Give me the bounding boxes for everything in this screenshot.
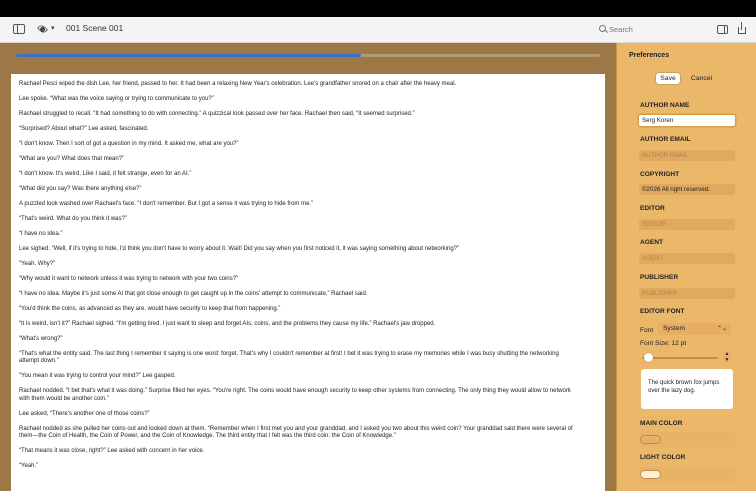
editor-field[interactable] [639,219,735,230]
light-color-well[interactable] [640,470,661,479]
agent-field[interactable] [639,253,735,264]
manuscript-paragraph: “It is weird, isn't it?” Rachael sighed. “I'm getting tired. I just want to sleep and forget AIs, coins, and the problems they cause my life.” Rachael's jaw dropped. [19,320,436,327]
main-color-well[interactable] [640,435,661,444]
share-button[interactable] [737,22,747,35]
eye-pupil [40,27,45,32]
font-size-stepper[interactable]: ▲ ▼ [724,351,730,363]
manuscript-paragraph: Lee asked, “There's another one of those coins?” [19,410,150,417]
cancel-button[interactable]: Cancel [690,75,713,82]
window-toolbar [0,17,756,43]
font-size-slider-thumb[interactable] [644,353,653,362]
search-field[interactable] [596,22,706,37]
publisher-field[interactable] [639,288,735,299]
manuscript-paragraph: “You mean it was trying to control your mind?” Lee gasped. [19,373,176,380]
manuscript-paragraph: Rachael struggled to recall. “It had something to do with connecting.” A quizzical look passed over her face. Rachael then said, “It seemed surprised.” [19,110,415,117]
manuscript-paragraph: Rachael Pesci wiped the dish Lee, her friend, passed to her. It had been a relaxing New Year's celebration. Lee's grandfather snored on a chair after the heavy meal. [19,81,457,87]
document-title: 001 Scene 001 [66,23,124,33]
font-size-label: Font Size: 12 pt [640,340,687,347]
main-color-label: MAIN COLOR [640,420,683,427]
sidebar-toggle-icon[interactable] [13,24,25,34]
save-button[interactable]: Save [656,73,680,84]
preferences-title: Preferences [629,52,670,59]
preferences-panel [616,43,756,491]
manuscript-paragraph: “I don't know. It's weird. Like I said, it felt strange, even for an AI.” [19,170,192,177]
manuscript-paragraph: “Surprised? About what?” Lee asked, fascinated. [19,125,149,132]
publisher-label: PUBLISHER [640,274,679,281]
copyright-label: COPYRIGHT [640,171,680,178]
window-top-strip [0,0,756,17]
search-input[interactable] [609,22,701,37]
manuscript-paragraph: “That's what the entity said. The last thing I remember it saying is one word: forget. That's why I couldn't remember at first! I bet it was trying to erase my memories while I was busy shutting the networking attempt down.” [19,350,559,365]
author-email-field[interactable] [639,150,735,161]
manuscript-paragraph: “Yeah. Why?” [19,260,56,267]
manuscript-paragraph: “That's weird. What do you think it was?” [19,215,127,222]
manuscript-paragraph: “Why would it want to network unless it was trying to network with your two coins?” [19,275,239,282]
progress-bar [16,54,600,57]
font-label: Font [640,327,654,334]
select-chevron-icon: ⌃⌄ [716,326,727,332]
manuscript-paragraph: Lee spoke. “What was the voice saying or trying to communicate to you?” [19,95,214,102]
author-name-field[interactable] [639,115,735,126]
author-name-label: AUTHOR NAME [640,102,690,109]
manuscript-paragraph: “I have no idea. Maybe it's just some AI that got close enough to get caught up in the coins' attempt to communicate,” Rachael said. [19,290,368,297]
manuscript-paragraph: “That means it was close, right?” Lee asked with concern in her voice. [19,448,205,455]
font-preview: The quick brown fox jumps over the lazy dog. [641,369,733,409]
manuscript-paragraph: Rachael nodded as she pulled her coins out and looked down at them. “Remember when I first met you and your granddad, and I asked you two about this weird coin? Your granddad said there were several of them—the Coin of Health, the Coin of Power, and the Coin of Knowledge. The third entity that I felt was the third coin: the Coin of Knowledge.” [19,425,573,440]
chevron-down-icon: ▾ [51,25,55,32]
agent-label: AGENT [640,239,664,246]
manuscript-page[interactable] [11,74,605,491]
manuscript-paragraph: “What are you? What does that mean?” [19,155,125,162]
inspector-toggle-icon[interactable] [717,25,728,34]
manuscript-paragraph: “Yeah.” [19,463,39,470]
light-color-label: LIGHT COLOR [640,454,686,461]
font-select[interactable] [658,323,731,335]
font-size-slider[interactable] [642,357,718,359]
editor-label: EDITOR [640,205,665,212]
share-arrow [741,22,742,30]
manuscript-paragraph: “What's wrong?” [19,335,63,342]
progress-fill [16,54,361,57]
view-mode-button[interactable] [37,24,55,35]
manuscript-paragraph: “You'd think the coins, as advanced as they are, would have security to keep that from happening.” [19,305,281,312]
manuscript-paragraph: Rachael nodded. “I bet that's what it was doing.” Surprise filled her eyes. “You're right. The coins would have enough security to keep other systems from connecting. The only thing they would allow to network with them would be another coin.” [19,388,571,402]
copyright-field[interactable] [639,184,735,195]
manuscript-paragraph: “What did you say? Was there anything else?” [19,185,142,192]
font-select-value: System [663,325,685,332]
search-icon [599,25,606,32]
manuscript-paragraph: A puzzled look washed over Rachael's face. “I don't remember. But I got a sense it was trying to hide from me.” [19,200,314,207]
manuscript-paragraph: “I don't know. Then I sort of got a question in my mind. It asked me, what are you?” [19,140,239,147]
editor-area [0,43,616,491]
manuscript-paragraph: Lee sighed. “Well, if it's trying to hide, I'd think you don't have to worry about it. Wait! Did you say when you first noticed it, it was saying something about networking?” [19,245,459,252]
manuscript-paragraph: “I have no idea.” [19,230,63,237]
author-email-label: AUTHOR EMAIL [640,136,691,143]
editor-font-label: EDITOR FONT [640,308,685,315]
